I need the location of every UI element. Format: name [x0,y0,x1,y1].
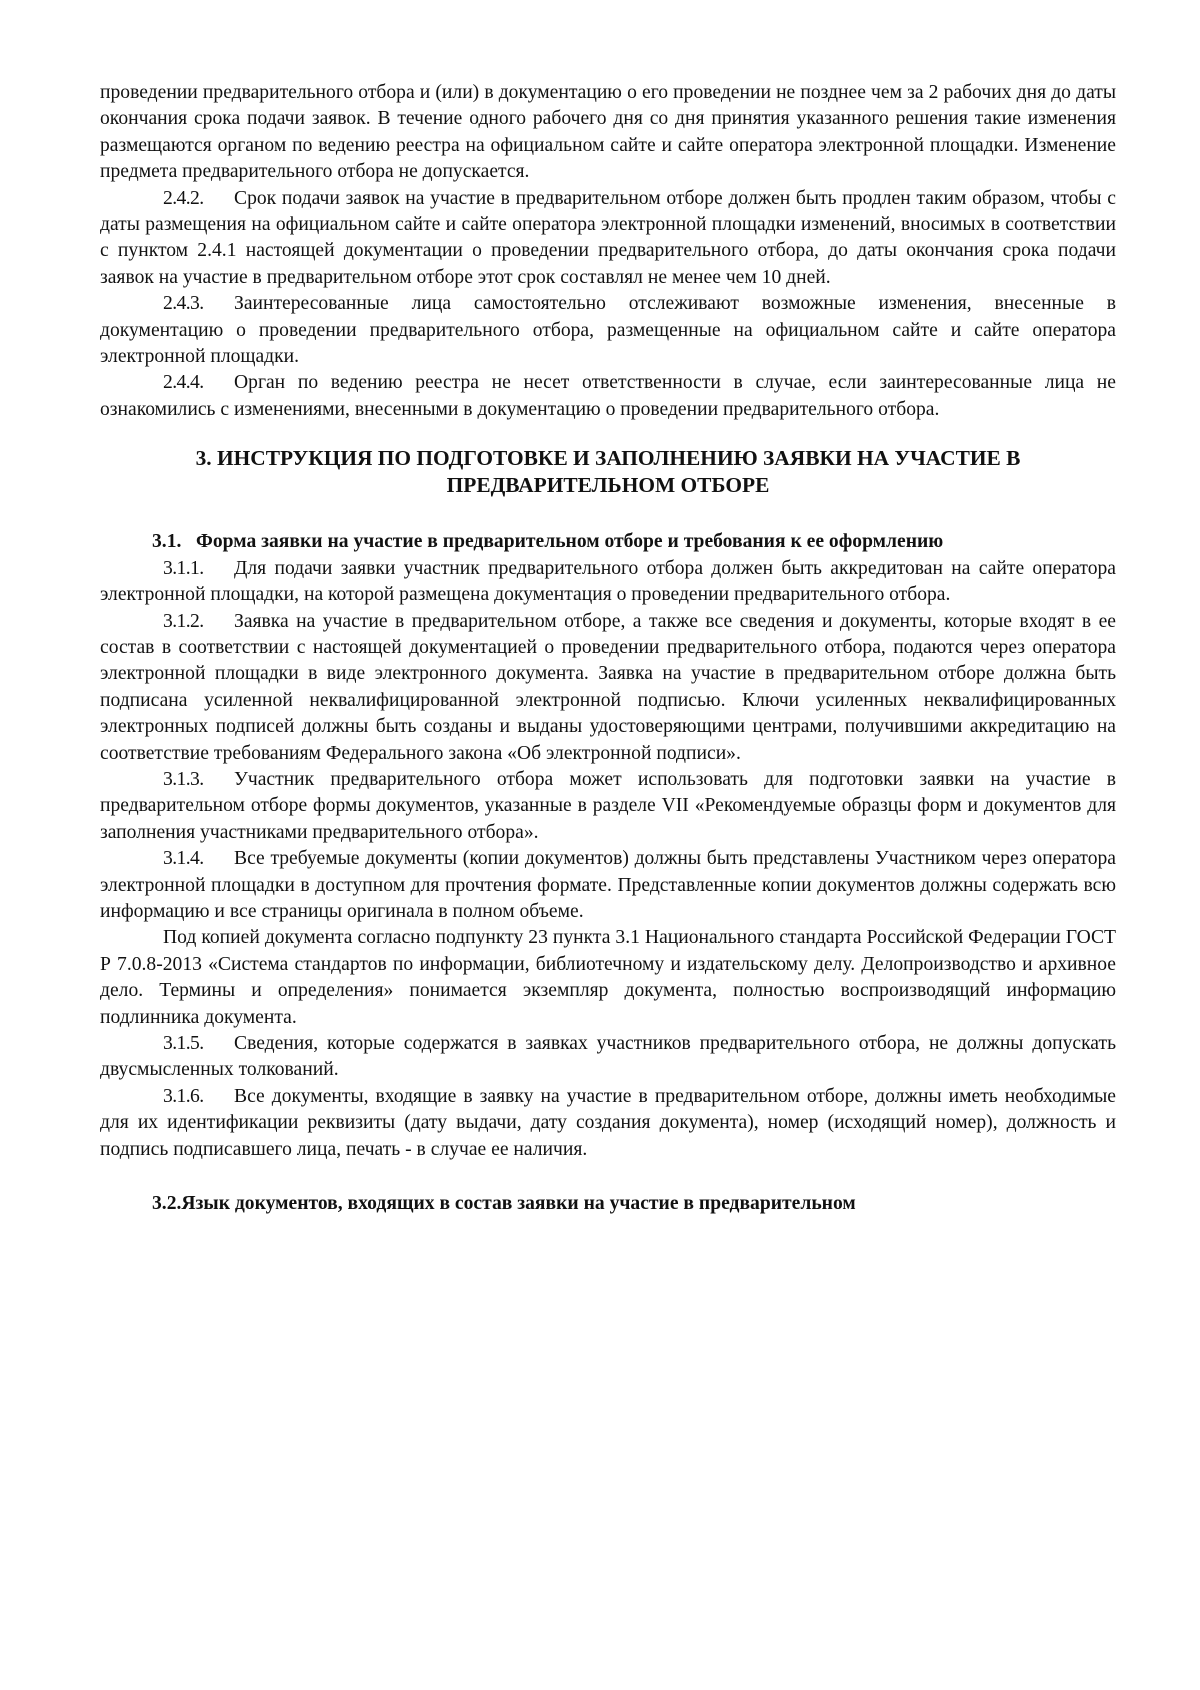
subsection-3-1-heading [100,529,1116,555]
clause-number: 3.1.6. [163,1085,204,1107]
subsection-title: Язык документов, входящих в состав заявки на участие в предварительном [181,1193,856,1215]
clause-number: 3.1.3. [163,768,204,790]
clause-2-4-2 [100,186,1116,292]
subsection-3-2-heading [100,1191,1116,1217]
subsection-number: 3.2. [152,1193,182,1215]
intro-paragraph: проведении предварительного отбора и (или) в документацию о его проведении не позднее чем за 2 рабочих дня до даты окончания срока подачи заявок. В течение одного рабочего дня со дня принятия указанного решения такие изменения размещаются органом по ведению реестра на официальном сайте и сайте оператора электронной площадки. Изменение предмета предварительного отбора не допускается. [100,82,1116,183]
section-3-heading [100,445,1116,499]
clause-number: 2.4.2. [163,187,204,209]
clause-text: Все требуемые документы (копии документов) должны быть представлены Участником через оператора электронной площадки в доступном для прочтения формате. Представленные копии документов должны содержать всю информацию и все страницы оригинала в полном объеме. [100,848,1116,922]
clause-text: Заявка на участие в предварительном отборе, а также все сведения и документы, которые входят в ее состав в соответствии с настоящей документацией о проведении предварительного отбора, подаются через оператора электронной площадки в виде электронного документа. Заявка на участие в предварительном отборе должна быть подписана усиленной неквалифицированной электронной подписью. Ключи усиленных неквалифицированных электронных подписей должны быть созданы и выданы удостоверяющими центрами, получившими аккредитацию на соответствие требованиям Федерального закона «Об электронной подписи». [100,610,1116,764]
clause-3-1-2 [100,609,1116,767]
clause-number: 2.4.4. [163,372,204,394]
clause-text: Для подачи заявки участник предварительного отбора должен быть аккредитован на сайте оператора электронной площадки, на которой размещена документация о проведении предварительного отбора. [100,557,1116,606]
paragraph-text: Под копией документа согласно подпункту 23 пункта 3.1 Национального стандарта Российской Федерации ГОСТ Р 7.0.8-2013 «Система стандартов по информации, библиотечному и издательскому делу. Делопроизводство и архивное дело. Термины и определения» понимается экземпляр документа, полностью воспроизводящий информацию подлинника документа. [100,927,1116,1028]
clause-3-1-6 [100,1084,1116,1163]
clause-number: 3.1.5. [163,1033,204,1054]
clause-text: Заинтересованные лица самостоятельно отслеживают возможные изменения, внесенные в документацию о проведении предварительного отбора, размещенные на официальном сайте и сайте оператора электронной площадки. [100,293,1116,368]
clause-number: 3.1.2. [163,610,204,632]
clause-text: Срок подачи заявок на участие в предварительном отборе должен быть продлен таким образом, чтобы с даты размещения на официальном сайте и сайте оператора электронной площадки изменений, вносимых в соответствии с пунктом 2.4.1 настоящей документации о проведении предварительного отбора, до даты окончания срока подачи заявок на участие в предварительном отборе этот срок составлял не менее чем 10 дней. [100,187,1116,288]
section-3-heading-line-1: 3. ИНСТРУКЦИЯ ПО ПОДГОТОВКЕ И ЗАПОЛНЕНИЮ ЗАЯВКИ НА УЧАСТИЕ В [195,446,1021,471]
subsection-number: 3.1. [152,531,182,553]
subsection-title: Форма заявки на участие в предварительном отборе и требования к ее оформлению [196,531,944,553]
clause-text: Орган по ведению реестра не несет ответственности в случае, если заинтересованные лица не ознакомились с изменениями, внесенными в документацию о проведении предварительного отбора. [100,372,1116,420]
clause-text: Сведения, которые содержатся в заявках участников предварительного отбора, не должны допускать двусмысленных толкований. [100,1033,1116,1081]
clause-3-1-5 [100,1031,1116,1084]
clause-3-1-1 [100,556,1116,609]
clause-text: Участник предварительного отбора может использовать для подготовки заявки на участие в предварительном отборе формы документов, указанные в разделе VII «Рекомендуемые образцы форм и документов для заполнения участниками предварительного отбора». [100,768,1116,843]
clause-text: Все документы, входящие в заявку на участие в предварительном отборе, должны иметь необходимые для их идентификации реквизиты (дату выдачи, дату создания документа), номер (исходящий номер), должность и подпись подписавшего лица, печать - в случае ее наличия. [100,1085,1116,1160]
section-3-heading-line-2: ПРЕДВАРИТЕЛЬНОМ ОТБОРЕ [446,473,770,498]
clause-number: 3.1.4. [163,848,204,870]
clause-3-1-3 [100,767,1116,846]
document-body [100,80,1116,1217]
clause-number: 2.4.3. [163,293,204,315]
copy-definition-paragraph [100,925,1116,1031]
clause-3-1-4 [100,846,1116,925]
clause-2-4-4 [100,370,1116,423]
clause-2-4-3 [100,291,1116,370]
clause-number: 3.1.1. [163,557,204,579]
